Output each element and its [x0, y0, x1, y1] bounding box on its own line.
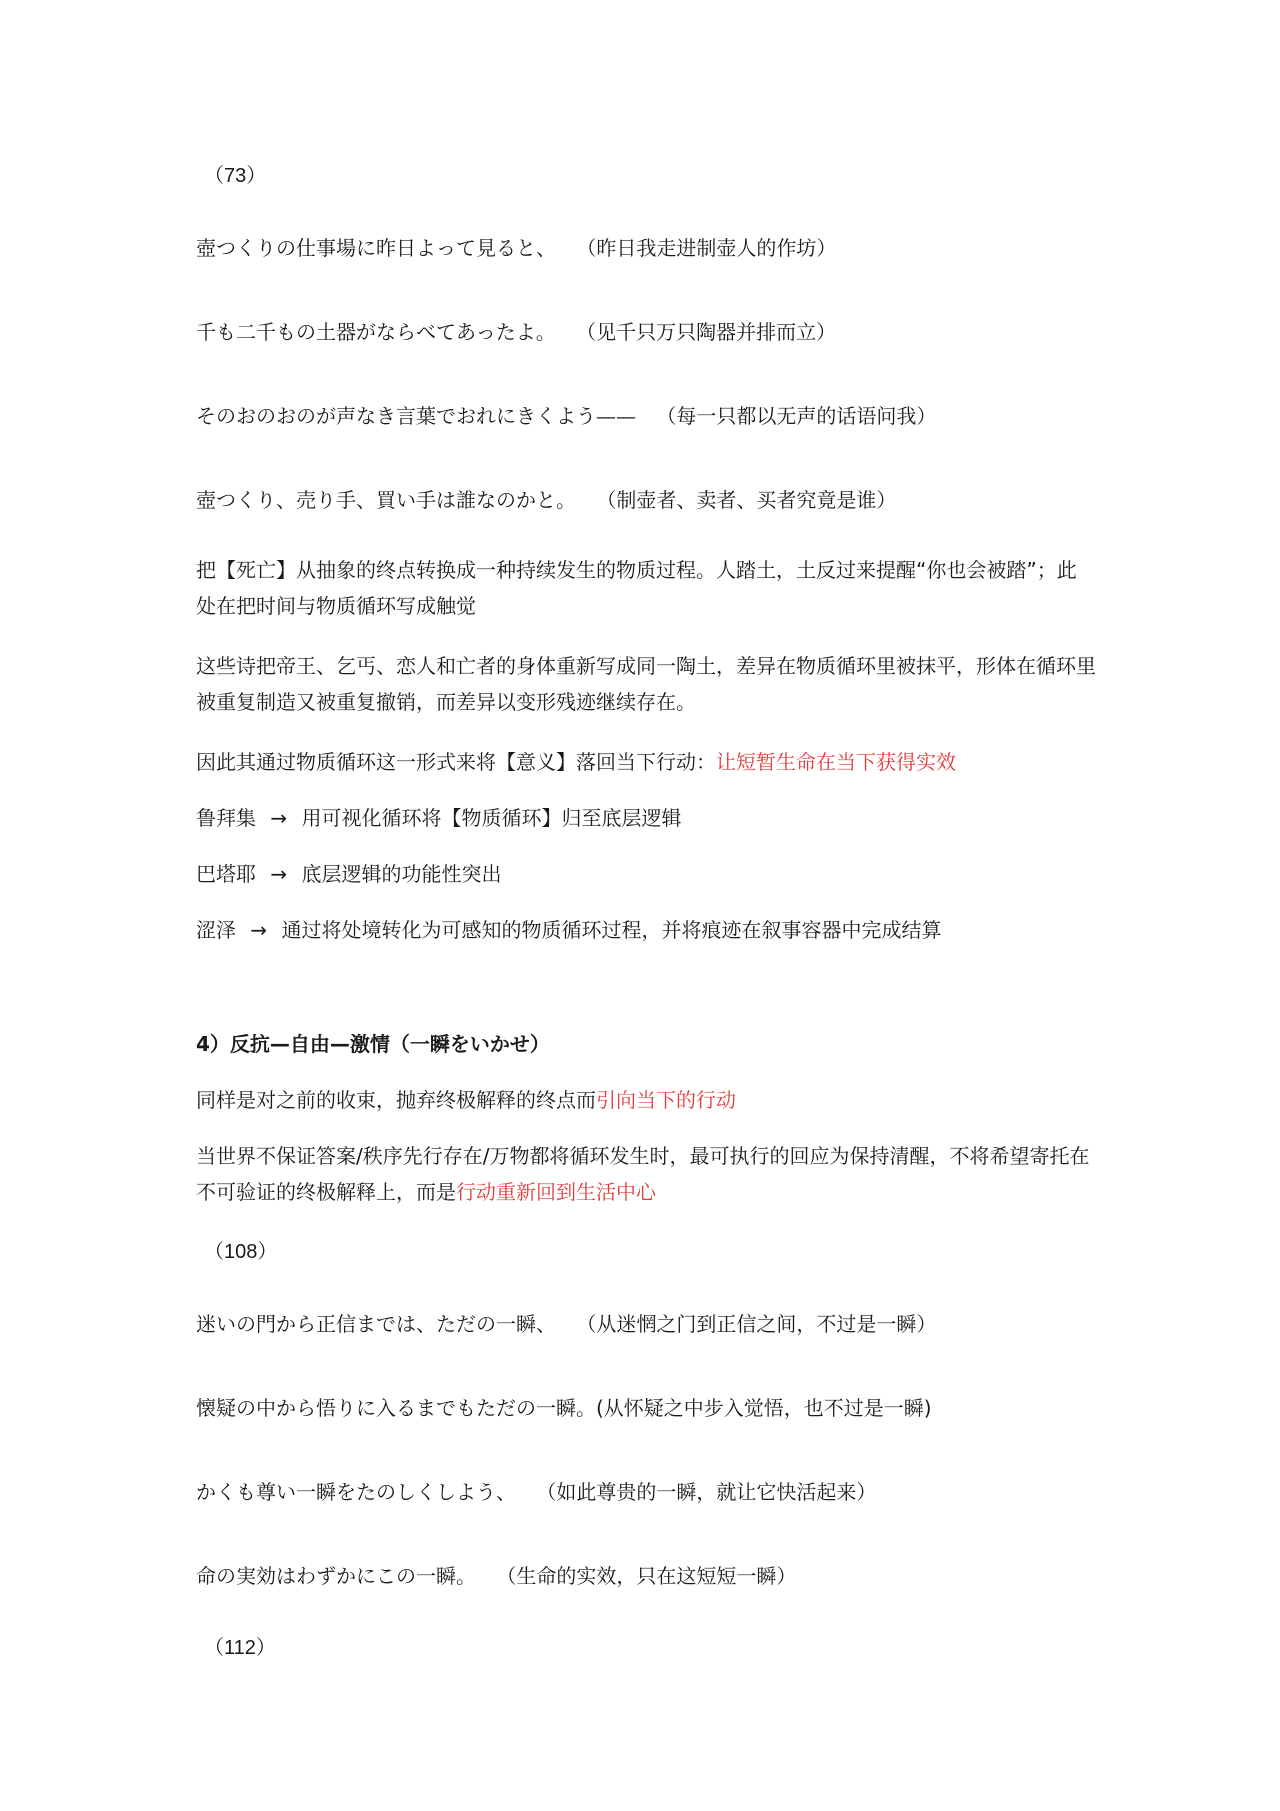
comparison-name: 鲁拜集	[196, 806, 256, 830]
verse-line	[196, 318, 1096, 346]
arrow-icon: →	[250, 918, 268, 942]
verse-chinese: （如此尊贵的一瞬，就让它快活起来）	[536, 1480, 877, 1504]
analysis-paragraph: 把【死亡】从抽象的终点转换成一种持续发生的物质过程。人踏土，土反过来提醒“你也会被踏”；此处在把时间与物质循环写成触觉	[196, 558, 1077, 618]
highlight-text: 引向当下的行动	[596, 1088, 736, 1112]
verse-line	[196, 486, 1096, 514]
verse-number-112: （112）	[204, 1637, 276, 1659]
highlight-text: 行动重新回到生活中心	[456, 1180, 656, 1204]
verse-number-73: （73）	[204, 165, 267, 187]
comparison-item	[196, 916, 1096, 944]
comparison-item	[196, 804, 1096, 832]
comparison-item	[196, 860, 1096, 888]
verse-line	[196, 234, 1096, 262]
verse-japanese: そのおのおのが声なき言葉でおれにきくよう——	[196, 404, 636, 428]
arrow-icon: →	[270, 862, 288, 886]
comparison-name: 涩泽	[196, 918, 236, 942]
verse-japanese: 懐疑の中から悟りに入るまでもただの一瞬。	[196, 1396, 596, 1420]
verse-chinese: （每一只都以无声的话语问我）	[656, 404, 937, 428]
comparison-text: 通过将处境转化为可感知的物质循环过程，并将痕迹在叙事容器中完成结算	[281, 918, 942, 942]
analysis-paragraph	[196, 748, 1096, 776]
verse-japanese: 迷いの門から正信までは、ただの一瞬、	[196, 1312, 556, 1336]
verse-japanese: 命の実効はわずかにこの一瞬。	[196, 1564, 476, 1588]
verse-chinese: （见千只万只陶器并排而立）	[576, 320, 837, 344]
comparison-text: 用可视化循环将【物质循环】归至底层逻辑	[301, 806, 682, 830]
paragraph-text: 当世界不保证答案/秩序先行存在/万物都将循环发生时，最可执行的回应为保持清醒，不将希望寄托在不可验证的终极解释上，而是	[196, 1144, 1090, 1204]
verse-chinese: （昨日我走进制壶人的作坊）	[576, 236, 837, 260]
verse-line	[196, 402, 1096, 430]
comparison-name: 巴塔耶	[196, 862, 256, 886]
verse-japanese: 壺つくりの仕事場に昨日よって見ると、	[196, 236, 556, 260]
arrow-icon: →	[270, 806, 288, 830]
paragraph-text: 同样是对之前的收束，抛弃终极解释的终点而	[196, 1088, 596, 1112]
verse-japanese: 壺つくり、売り手、買い手は誰なのかと。	[196, 488, 576, 512]
section-paragraph	[196, 1086, 1096, 1114]
verse-line	[196, 1310, 1096, 1338]
analysis-paragraph: 这些诗把帝王、乞丐、恋人和亡者的身体重新写成同一陶土，差异在物质循环里被抹平，形体在循环里被重复制造又被重复撤销，而差异以变形残迹继续存在。	[196, 654, 1096, 714]
section-paragraph	[196, 1138, 1096, 1210]
verse-chinese: （生命的实效，只在这短短一瞬）	[496, 1564, 797, 1588]
verse-number-108: （108）	[204, 1241, 278, 1263]
section-heading: 4）反抗—自由—激情（一瞬をいかせ）	[196, 1032, 550, 1056]
verse-chinese: （制壶者、卖者、买者究竟是谁）	[596, 488, 897, 512]
verse-line	[196, 1478, 1096, 1506]
analysis-text: 因此其通过物质循环这一形式来将【意义】落回当下行动：	[196, 750, 716, 774]
comparison-text: 底层逻辑的功能性突出	[301, 862, 502, 886]
verse-japanese: かくも尊い一瞬をたのしくしよう、	[196, 1480, 516, 1504]
verse-chinese: (从怀疑之中步入觉悟，也不过是一瞬)	[596, 1396, 932, 1420]
highlight-text: 让短暂生命在当下获得实效	[716, 750, 956, 774]
verse-japanese: 千も二千もの土器がならべてあったよ。	[196, 320, 556, 344]
verse-line	[196, 1562, 1096, 1590]
verse-chinese: （从迷惘之门到正信之间，不过是一瞬）	[576, 1312, 937, 1336]
verse-line	[196, 1394, 1096, 1422]
